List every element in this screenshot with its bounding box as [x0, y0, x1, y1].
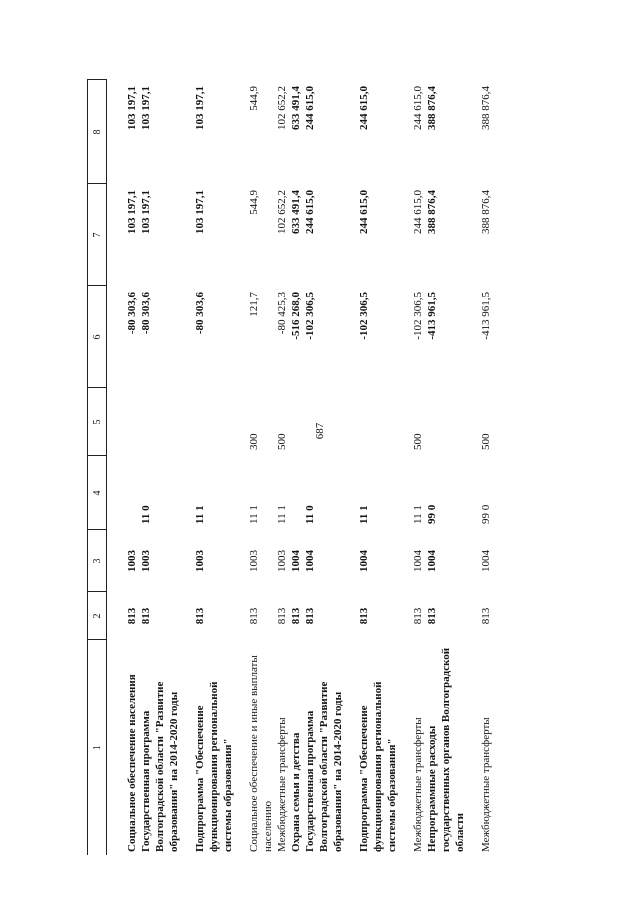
- program-code: 11 0: [140, 505, 152, 524]
- amount-col8: 103 197,1: [140, 86, 152, 130]
- ministry-code: 813: [304, 607, 316, 625]
- row-label: Подпрограмма "Обеспечение функционирования региональной системы образования": [358, 681, 398, 852]
- expense-type-code: [139, 388, 181, 456]
- expense-type-code: 500: [276, 433, 288, 450]
- ministry-code: 813: [412, 607, 424, 625]
- table-row: [275, 80, 289, 855]
- amount-change: -80 303,6: [140, 292, 152, 335]
- section-code: 1003: [276, 550, 288, 572]
- amount-change: -413 961,5: [426, 292, 438, 340]
- section-code: 1003: [194, 550, 206, 572]
- amount-col7: 103 197,1: [140, 190, 152, 234]
- amount-col8: 544,9: [248, 86, 260, 111]
- amount-change: -102 306,5: [412, 292, 424, 340]
- amount-change: -102 306,5: [304, 292, 316, 340]
- section-code: 1004: [412, 550, 424, 572]
- amount-col8: 244 615,0: [412, 86, 424, 130]
- amount-col7: 103 197,1: [194, 190, 206, 234]
- amount-col7: 633 491,4: [290, 190, 302, 234]
- row-label: Межбюджетные трансферты: [412, 717, 424, 852]
- row-label: Межбюджетные трансферты: [276, 717, 288, 852]
- column-header-2: 2: [88, 592, 107, 640]
- amount-col8: 103 197,1: [126, 86, 138, 130]
- expense-type-code: [107, 388, 140, 456]
- table-header: [88, 80, 107, 855]
- row-label: Социальное обеспечение и иные выплаты населению: [248, 655, 274, 852]
- section-code: 1004: [290, 550, 302, 572]
- table-row: [289, 80, 303, 855]
- header-row: [88, 80, 107, 855]
- amount-col7: 103 197,1: [126, 190, 138, 234]
- table-row: [399, 80, 425, 855]
- column-header-3: 3: [88, 530, 107, 592]
- amount-col7: 102 652,2: [276, 190, 288, 234]
- program-code: 11 1: [248, 505, 260, 524]
- budget-table-page: [87, 80, 577, 855]
- ministry-code: 813: [126, 607, 138, 625]
- amount-col8: 102 652,2: [276, 86, 288, 130]
- program-code: 11 1: [412, 505, 424, 524]
- column-header-6: 6: [88, 286, 107, 388]
- column-header-5: 5: [88, 388, 107, 456]
- expense-type-code: 500: [412, 433, 424, 450]
- amount-col7: 544,9: [248, 190, 260, 215]
- amount-col7: 244 615,0: [358, 190, 370, 234]
- section-code: 1003: [126, 550, 138, 572]
- section-code: 1003: [140, 550, 152, 572]
- expense-type-code: 300: [248, 433, 260, 450]
- amount-change: 121,7: [248, 292, 260, 317]
- expense-type-code: [289, 388, 303, 456]
- amount-col8: 244 615,0: [358, 86, 370, 130]
- program-code: 11 0: [304, 505, 316, 524]
- amount-col7: 244 615,0: [412, 190, 424, 234]
- table-row: [181, 80, 235, 855]
- expense-type-code: [303, 388, 345, 456]
- row-label: Государственная программа Волгоградской области "Развитие образования" на 2014-2020 годы: [304, 681, 344, 852]
- ministry-code: 813: [480, 607, 492, 625]
- ministry-code: 813: [194, 607, 206, 625]
- ministry-code: 813: [358, 607, 370, 625]
- expense-type-code: 500: [480, 433, 492, 450]
- section-code: 1004: [358, 550, 370, 572]
- program-code: 11 1: [358, 505, 370, 524]
- amount-change: -80 303,6: [194, 292, 206, 335]
- column-header-4: 4: [88, 456, 107, 530]
- amount-change: -516 268,0: [290, 292, 302, 340]
- row-label: Государственная программа Волгоградской области "Развитие образования" на 2014-2020 годы: [140, 681, 180, 852]
- section-code: 1004: [304, 550, 316, 572]
- page-number: 687: [314, 422, 326, 440]
- amount-change: -80 425,3: [276, 292, 288, 335]
- row-label: Межбюджетные трансферты: [480, 717, 492, 852]
- section-code: 1004: [426, 550, 438, 572]
- amount-col7: 388 876,4: [480, 190, 492, 234]
- row-label: Охрана семьи и детства: [290, 732, 302, 852]
- budget-table: [87, 80, 493, 856]
- column-header-8: 8: [88, 80, 107, 184]
- row-label: Непрограммные расходы государственных органов Волгоградской области: [426, 647, 466, 852]
- amount-col8: 103 197,1: [194, 86, 206, 130]
- program-code: 99 0: [480, 504, 492, 524]
- table-row: [345, 80, 399, 855]
- rotated-table-wrapper: [87, 80, 577, 855]
- amount-col8: 388 876,4: [480, 86, 492, 130]
- expense-type-code: [425, 388, 467, 456]
- row-label: Подпрограмма "Обеспечение функционирования региональной системы образования": [194, 681, 234, 852]
- amount-col7: 244 615,0: [304, 190, 316, 234]
- program-code: 11 1: [194, 505, 206, 524]
- ministry-code: 813: [140, 607, 152, 625]
- ministry-code: 813: [290, 607, 302, 625]
- amount-col8: 244 615,0: [304, 86, 316, 130]
- table-row: [467, 80, 493, 855]
- amount-col8: 633 491,4: [290, 86, 302, 130]
- ministry-code: 813: [426, 607, 438, 625]
- table-row: [303, 80, 345, 855]
- expense-type-code: [181, 388, 235, 456]
- ministry-code: 813: [276, 607, 288, 625]
- column-header-1: 1: [88, 640, 107, 855]
- program-code: [107, 456, 140, 530]
- table-row: [139, 80, 181, 855]
- amount-col8: 388 876,4: [426, 86, 438, 130]
- amount-change: -102 306,5: [358, 292, 370, 340]
- program-code: 11 1: [276, 505, 288, 524]
- program-code: [289, 456, 303, 530]
- table-row: [235, 80, 275, 855]
- ministry-code: 813: [248, 607, 260, 625]
- row-label: Социальное обеспечение населения: [126, 674, 138, 852]
- section-code: 1004: [480, 550, 492, 572]
- section-code: 1003: [248, 550, 260, 572]
- program-code: 99 0: [426, 504, 438, 524]
- table-body: [107, 80, 494, 855]
- amount-change: -413 961,5: [480, 292, 492, 340]
- table-row: [107, 80, 140, 855]
- table-row: [425, 80, 467, 855]
- amount-col7: 388 876,4: [426, 190, 438, 234]
- column-header-7: 7: [88, 184, 107, 286]
- expense-type-code: [345, 388, 399, 456]
- amount-change: -80 303,6: [126, 292, 138, 335]
